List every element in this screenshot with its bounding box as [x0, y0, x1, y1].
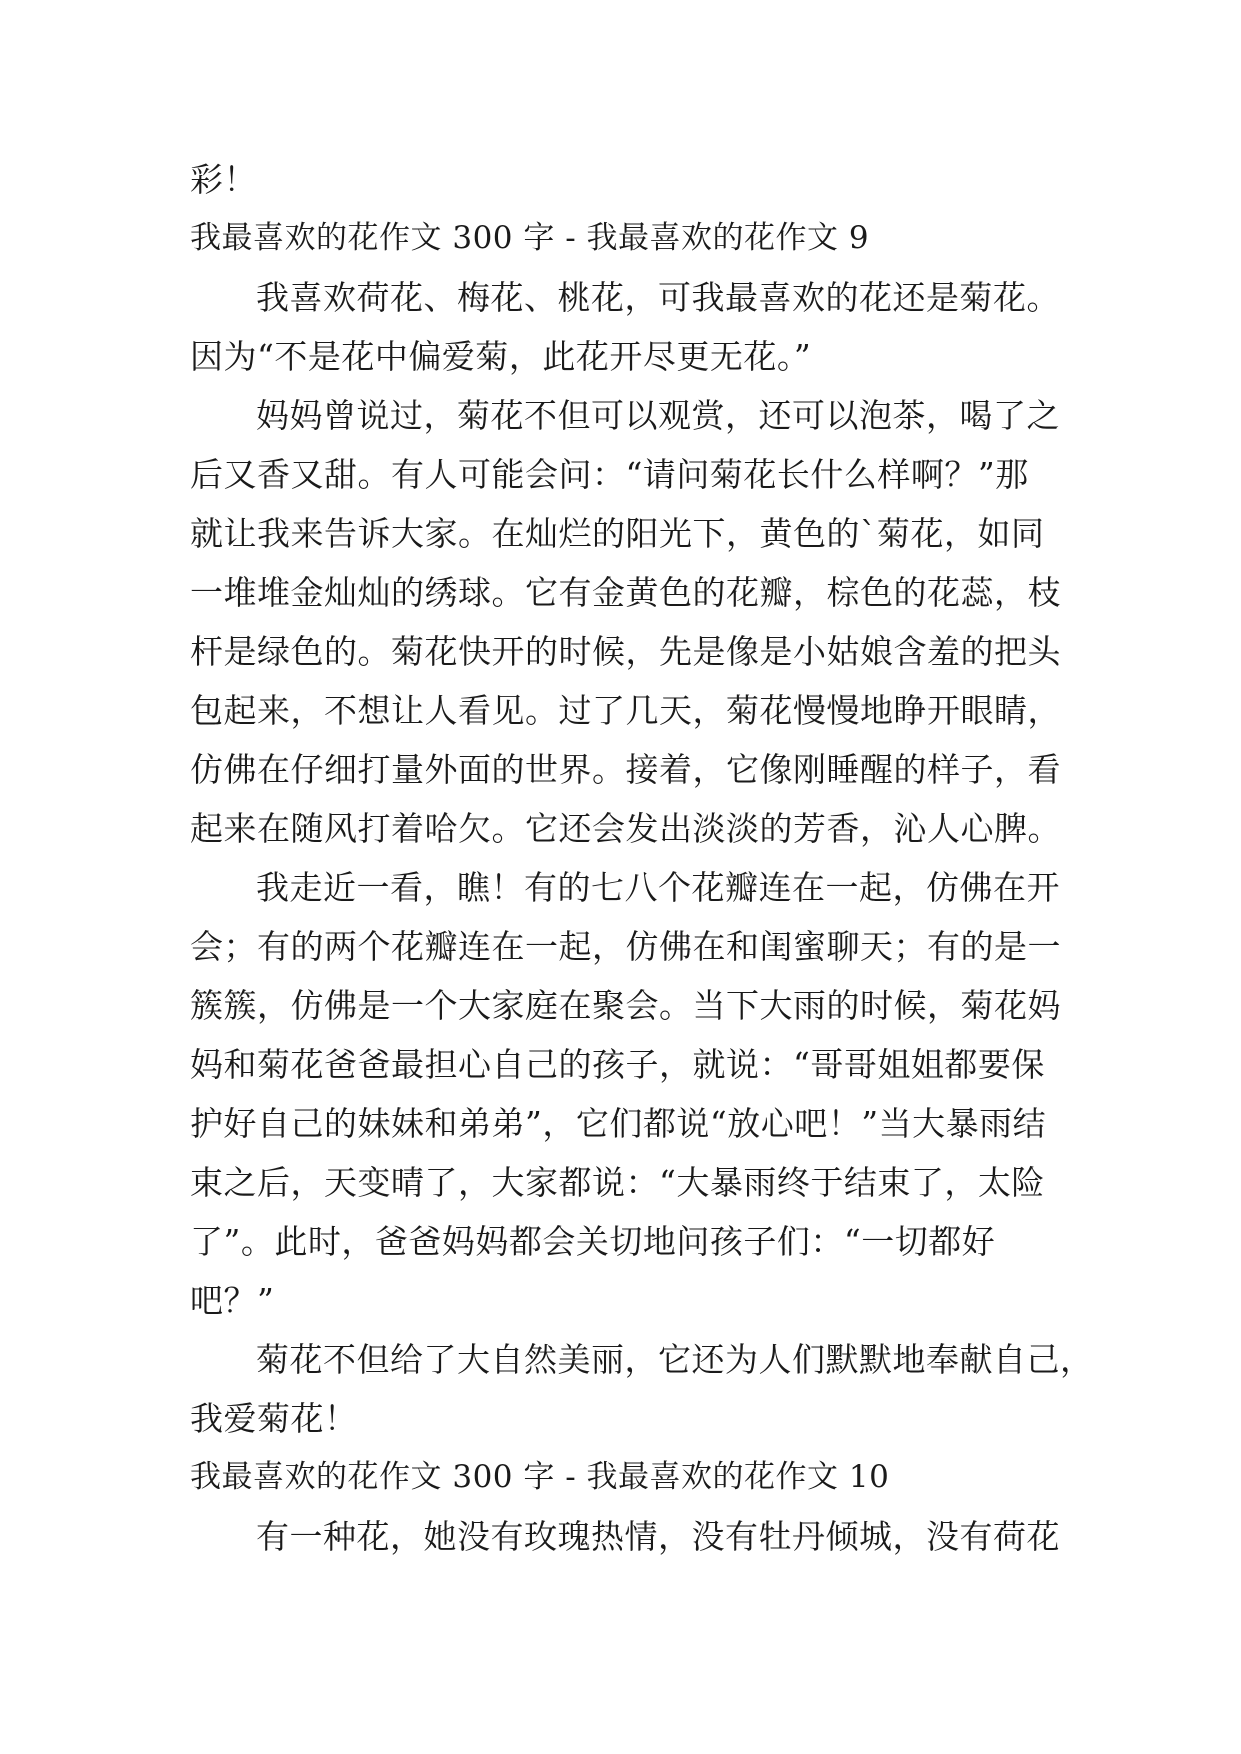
paragraph-line: 一堆堆金灿灿的绣球。它有金黄色的花瓣，棕色的花蕊，枝	[190, 573, 1061, 612]
section-heading-9: 我最喜欢的花作文 300 字 - 我最喜欢的花作文 9	[190, 220, 870, 256]
paragraph-line: 簇簇，仿佛是一个大家庭在聚会。当下大雨的时候，菊花妈	[190, 986, 1061, 1025]
paragraph-line: 仿佛在仔细打量外面的世界。接着，它像刚睡醒的样子，看	[190, 750, 1061, 789]
paragraph-line: 会；有的两个花瓣连在一起，仿佛在和闺蜜聊天；有的是一	[190, 927, 1061, 966]
paragraph-line: 护好自己的妹妹和弟弟”，它们都说“放心吧！”当大暴雨结	[190, 1104, 1047, 1143]
document-page	[190, 150, 1094, 1566]
paragraph-line: 我走近一看，瞧！有的七八个花瓣连在一起，仿佛在开	[256, 868, 1060, 907]
paragraph-line: 束之后，天变晴了，大家都说：“大暴雨终于结束了，太险	[190, 1163, 1045, 1202]
paragraph-line: 后又香又甜。有人可能会问：“请问菊花长什么样啊？”那	[190, 455, 1029, 494]
paragraph-line: 我喜欢荷花、梅花、桃花，可我最喜欢的花还是菊花。	[256, 278, 1060, 317]
text-line-continuation: 彩！	[190, 160, 257, 199]
paragraph-line: 菊花不但给了大自然美丽，它还为人们默默地奉献自己，	[256, 1340, 1094, 1379]
paragraph-line: 了”。此时，爸爸妈妈都会关切地问孩子们：“一切都好	[190, 1222, 996, 1261]
paragraph-line: 妈妈曾说过，菊花不但可以观赏，还可以泡茶，喝了之	[256, 396, 1060, 435]
paragraph-line: 因为“不是花中偏爱菊，此花开尽更无花。”	[190, 337, 812, 376]
paragraph-line: 吧？”	[190, 1281, 275, 1320]
paragraph-line: 有一种花，她没有玫瑰热情，没有牡丹倾城，没有荷花	[256, 1517, 1060, 1556]
paragraph-line: 起来在随风打着哈欠。它还会发出淡淡的芳香，沁人心脾。	[190, 809, 1061, 848]
paragraph-line: 包起来，不想让人看见。过了几天，菊花慢慢地睁开眼睛，	[190, 691, 1061, 730]
section-heading-10: 我最喜欢的花作文 300 字 - 我最喜欢的花作文 10	[190, 1459, 890, 1495]
paragraph-line: 就让我来告诉大家。在灿烂的阳光下，黄色的`菊花，如同	[190, 514, 1045, 553]
paragraph-line: 杆是绿色的。菊花快开的时候，先是像是小姑娘含羞的把头	[190, 632, 1061, 671]
paragraph-line: 我爱菊花！	[190, 1399, 358, 1438]
paragraph-line: 妈和菊花爸爸最担心自己的孩子，就说：“哥哥姐姐都要保	[190, 1045, 1045, 1084]
